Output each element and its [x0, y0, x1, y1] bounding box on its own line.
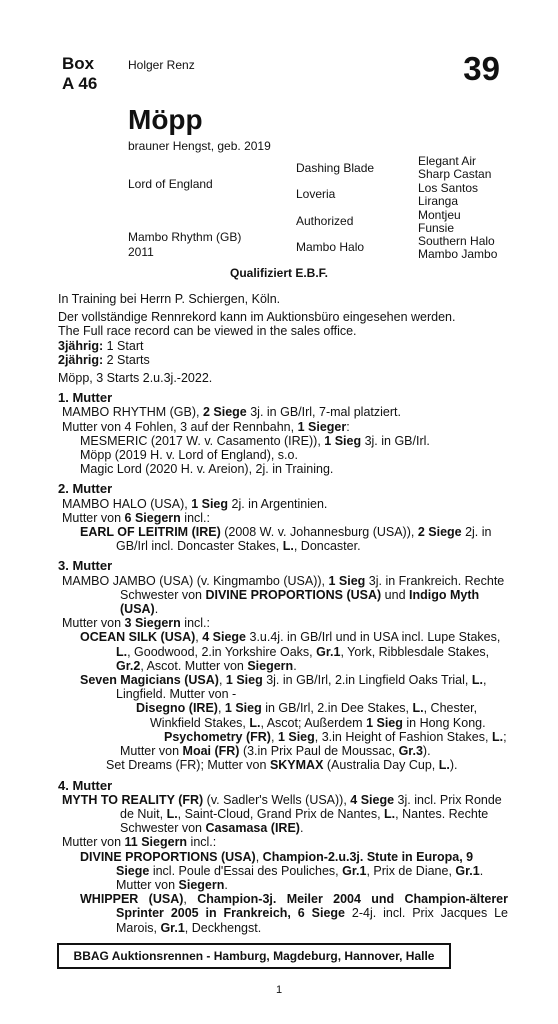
age3-line	[58, 339, 508, 353]
dam: Mambo Rhythm (GB)	[128, 230, 242, 244]
catalogue-body	[58, 292, 508, 935]
qualification: Qualifiziert E.B.F.	[229, 266, 328, 280]
produce-seven-magicians: Seven Magicians (USA), 1 Sieg 3j. in GB/Irl, 2.in Lingfield Oaks Trial, L., Lingfield. Mutter von -	[80, 673, 487, 702]
grandsire-sire: Dashing Blade	[296, 161, 375, 175]
age3-value: 1 Start	[103, 338, 144, 353]
fourth-dam-produce: Mutter von 11 Siegern incl.:	[62, 835, 217, 850]
ancestor-6: Funsie	[418, 221, 455, 235]
produce-ocean-silk: OCEAN SILK (USA), 4 Siege 3.u.4j. in GB/Irl und in USA incl. Lupe Stakes, L., Goodwood, 2.in Yorkshire Oaks, Gr.1, York, Ribblesdale Stakes, Gr.2, Ascot. Mutter von Siegern.	[80, 630, 501, 673]
first-dam-heading: 1. Mutter	[58, 390, 113, 406]
horse-name: Möpp	[128, 104, 203, 135]
produce-set-dreams: Set Dreams (FR); Mutter von SKYMAX (Australia Day Cup, L.).	[106, 758, 458, 773]
produce-earl-of-leitrim: EARL OF LEITRIM (IRE) (2008 W. v. Johannesburg (USA)), 2 Siege 2j. in GB/Irl incl. Doncaster Stakes, L., Doncaster.	[80, 525, 492, 554]
third-dam-heading: 3. Mutter	[58, 558, 113, 574]
second-dam-heading: 2. Mutter	[58, 481, 113, 497]
seller-name: Holger Renz	[128, 58, 195, 72]
granddam-dam: Mambo Halo	[296, 240, 365, 254]
produce-disegno: Disegno (IRE), 1 Sieg in GB/Irl, 2.in Dee Stakes, L., Chester, Winkfield Stakes, L., Ascot; Außerdem 1 Sieg in Hong Kong.	[136, 701, 486, 730]
box-title: Box	[62, 54, 95, 73]
third-dam-line: MAMBO JAMBO (USA) (v. Kingmambo (USA)), 1 Sieg 3j. in Frankreich. Rechte Schwester von DIVINE PROPORTIONS (USA) und Indigo Myth (USA).	[62, 573, 505, 617]
box-code: A 46	[62, 74, 98, 93]
produce-mesmeric: MESMERIC (2017 W. v. Casamento (IRE)), 1 Sieg 3j. in GB/Irl.	[80, 433, 430, 448]
page-number: 1	[275, 984, 283, 996]
produce-divine-proportions: DIVINE PROPORTIONS (USA), Champion-2.u.3j. Stute in Europa, 9 Siege incl. Poule d'Essai des Pouliches, Gr.1, Prix de Diane, Gr.1. Mutter von Siegern.	[80, 849, 484, 892]
produce-magic-lord: Magic Lord (2020 H. v. Areion), 2j. in Training.	[80, 462, 334, 477]
training-info: In Training bei Herrn P. Schiergen, Köln.	[58, 292, 281, 306]
ancestor-2: Sharp Castan	[418, 167, 492, 181]
fourth-dam-line: MYTH TO REALITY (FR) (v. Sadler's Wells (USA)), 4 Siege 3j. incl. Prix Ronde de Nuit, L., Saint-Cloud, Grand Prix de Nantes, L., Nantes. Rechte Schwester von Casamasa (IRE).	[62, 792, 502, 836]
footer-race-banner: BBAG Auktionsrennen - Hamburg, Magdeburg, Hannover, Halle	[57, 943, 451, 969]
age2-label: 2jährig:	[58, 352, 104, 367]
third-dam-produce: Mutter von 3 Siegern incl.:	[62, 616, 210, 631]
produce-whipper: WHIPPER (USA), Champion-3j. Meiler 2004 und Champion-älterer Sprinter 2005 in Frankreich, 6 Siege 2-4j. incl. Prix Jacques Le Marois, Gr.1, Deckhengst.	[80, 892, 509, 935]
fourth-dam-heading: 4. Mutter	[58, 777, 113, 793]
grandsire-dam: Authorized	[296, 214, 354, 228]
record-note-de: Der vollständige Rennrekord kann im Auktionsbüro eingesehen werden.	[58, 310, 456, 325]
starts-summary: Möpp, 3 Starts 2.u.3j.-2022.	[58, 371, 213, 386]
granddam-sire: Loveria	[296, 187, 336, 201]
box-label	[62, 54, 97, 94]
ancestor-1: Elegant Air	[418, 154, 477, 168]
ancestor-5: Montjeu	[418, 208, 461, 222]
sire: Lord of England	[128, 177, 213, 191]
ancestor-8: Mambo Jambo	[418, 247, 498, 261]
second-dam-line: MAMBO HALO (USA), 1 Sieg 2j. in Argentinien.	[62, 496, 328, 511]
ancestor-7: Southern Halo	[418, 234, 495, 248]
first-dam-produce: Mutter von 4 Fohlen, 3 auf der Rennbahn, 1 Sieger:	[62, 419, 350, 434]
ancestor-4: Liranga	[418, 194, 459, 208]
first-dam-line: MAMBO RHYTHM (GB), 2 Siege 3j. in GB/Irl, 7-mal platziert.	[62, 405, 401, 420]
produce-moepp: Möpp (2019 H. v. Lord of England), s.o.	[80, 448, 298, 463]
horse-description: brauner Hengst, geb. 2019	[128, 139, 271, 153]
record-note-en: The Full race record can be viewed in the sales office.	[58, 324, 357, 339]
produce-psychometry: Psychometry (FR), 1 Sieg, 3.in Height of Fashion Stakes, L.; Mutter von Moai (FR) (3.in Prix Paul de Moussac, Gr.3).	[120, 729, 507, 759]
second-dam-produce: Mutter von 6 Siegern incl.:	[62, 510, 210, 525]
dam-year: 2011	[128, 245, 154, 259]
age3-label: 3jährig:	[58, 338, 104, 353]
ancestor-3: Los Santos	[418, 181, 479, 195]
lot-number: 39	[463, 50, 500, 87]
age2-value: 2 Starts	[103, 352, 150, 367]
age2-line	[58, 353, 508, 367]
